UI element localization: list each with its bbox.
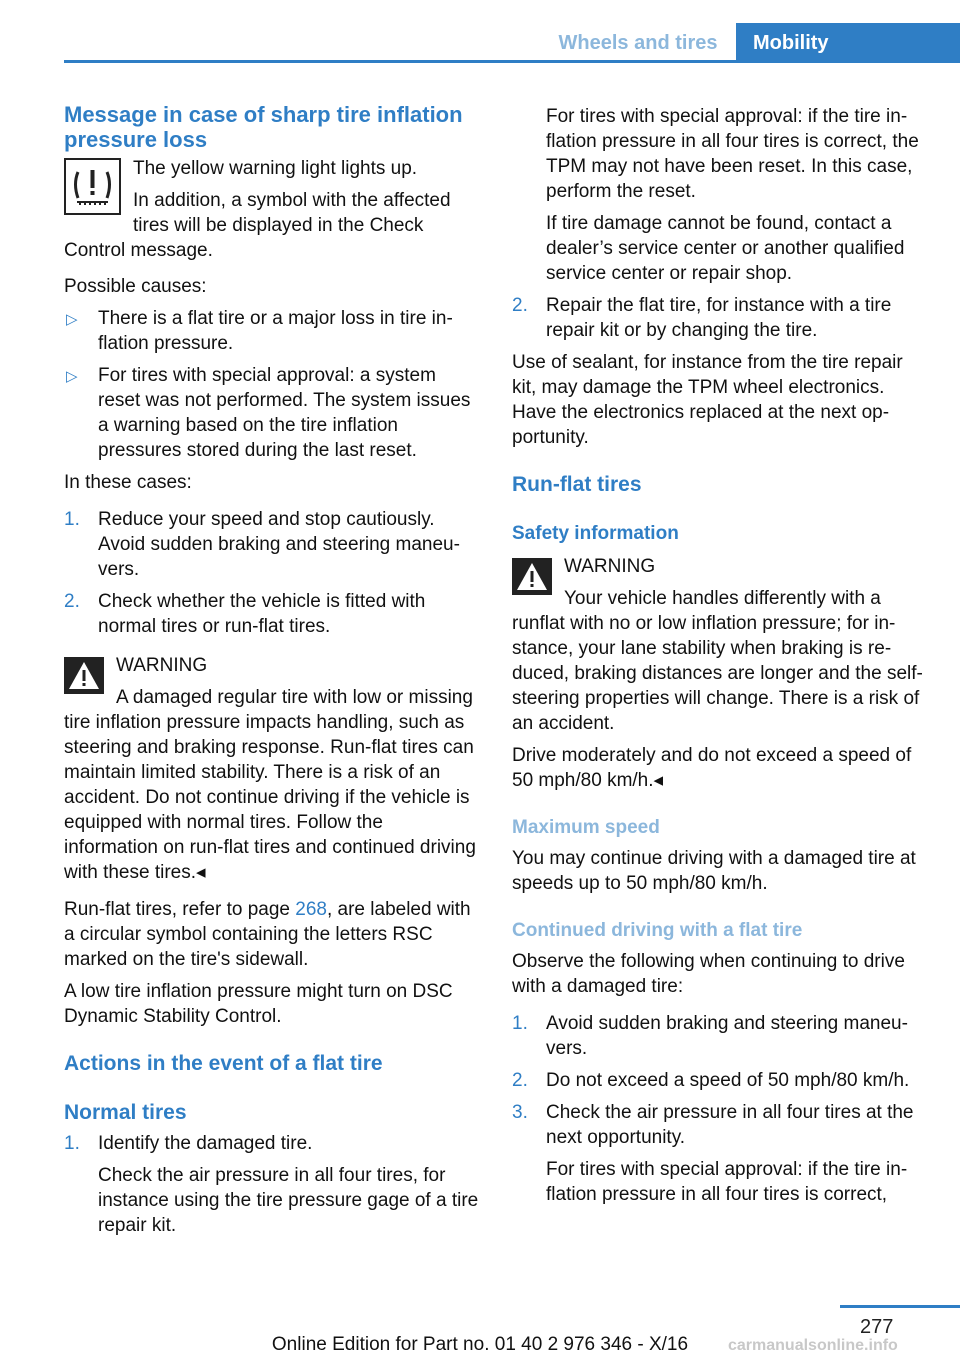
continued-text-1: For tires with special approval: if the tire inflation pressure in all four tires is correct, the TPM may not have been reset. In this case, perform the reset. — [546, 106, 919, 202]
list-item: 3. Check the air pressure in all four tires at the next opportunity. For tires with special approval: if the tire inflation pressure in all four tires is correct, — [512, 1102, 914, 1205]
drive-moderately-text: Drive moderately and do not exceed a speed of 50 mph/80 km/h.◂ — [512, 745, 912, 791]
runflat-text: Run-flat tires, refer to page 268, are labeled with a circular symbol containing the letters RSC marked on the tire's sidewall. — [64, 899, 471, 970]
warning-label: WARNING — [564, 556, 656, 577]
steps-list — [64, 507, 480, 639]
section-title-sharp-loss: Message in case of sharp tire inflation pressure loss — [64, 102, 463, 152]
continued-intro: Observe the following when continuing to drive with a damaged tire: — [512, 951, 905, 997]
header-rule — [64, 60, 960, 63]
list-item: 1. Avoid sudden braking and steering maneuvers. — [512, 1013, 908, 1059]
tire-pressure-warning-icon — [64, 158, 121, 215]
subsection-title-max-speed: Maximum speed — [512, 817, 660, 838]
list-item: 2. Check whether the vehicle is fitted with normal tires or run-flat tires. — [64, 591, 426, 637]
section-title-runflat: Run-flat tires — [512, 473, 642, 496]
subsection-title-continued: Continued driving with a flat tire — [512, 920, 803, 941]
edition-footer: Online Edition for Part no. 01 40 2 976 346 - X/16 — [271, 1334, 689, 1355]
warning-block — [512, 554, 932, 743]
list-item: ▷ There is a flat tire or a major loss in tire inflation pressure. — [66, 308, 453, 354]
max-speed-text: You may continue driving with a damaged tire at speeds up to 50 mph/80 km/h. — [512, 848, 916, 894]
watermark: carmanualsonline.info — [728, 1337, 898, 1354]
dsc-text: A low tire inflation pressure might turn on DSC Dynamic Stability Control. — [64, 981, 453, 1027]
continued-text-2: If tire damage cannot be found, contact a dealer’s service center or another qualified service center or repair shop. — [546, 213, 905, 284]
list-item: 2. Do not exceed a speed of 50 mph/80 km/h. — [512, 1070, 910, 1091]
list-item: 1. Reduce your speed and stop cautiously. Avoid sudden braking and steering maneuvers. — [64, 509, 460, 580]
tpm-warning-block — [64, 156, 480, 270]
running-header-tab: Mobility — [736, 23, 960, 63]
normal-steps-list — [64, 1131, 480, 1238]
left-column — [64, 102, 480, 1245]
right-column — [512, 104, 932, 1214]
warning-triangle-icon — [512, 558, 552, 595]
subsection-title-normal: Normal tires — [64, 1101, 187, 1124]
list-item: 2. Repair the flat tire, for instance with a tire repair kit or by changing the tire. — [512, 295, 892, 341]
page-number: 277 — [860, 1316, 894, 1338]
check-control-text: In addition, a symbol with the affected tires will be displayed in the Check Control message. — [64, 190, 451, 261]
list-item: ▷ For tires with special approval: a system reset was not performed. The system issues a warning based on the tire inflation pressures stored during the last reset. — [66, 365, 471, 461]
page-link[interactable]: 268 — [295, 899, 327, 920]
warning-triangle-icon — [64, 657, 104, 694]
warning-label: WARNING — [116, 655, 208, 676]
subsection-title-safety: Safety information — [512, 523, 679, 544]
continued-steps-list — [512, 1011, 932, 1207]
cases-intro: In these cases: — [64, 472, 192, 493]
warning-light-text: The yellow warning light lights up. — [133, 158, 418, 179]
repair-steps-list — [512, 293, 932, 343]
warning-text: A damaged regular tire with low or missing tire inflation pressure impacts handling, such as steering and braking response. Run-flat tires can maintain limited stability. There is a risk of an accident. Do not continue driving if the vehicle is equipped with normal tires. Follow the information on run-flat tires and continued driving with these tires.◂ — [64, 687, 476, 883]
causes-intro: Possible causes: — [64, 276, 207, 297]
warning-block — [64, 653, 480, 897]
sealant-text: Use of sealant, for instance from the tire repair kit, may damage the TPM wheel electronics. Have the electronics replaced at the next opportunity. — [512, 352, 903, 448]
running-header-section: Wheels and tires — [558, 32, 718, 54]
warning-text: Your vehicle handles differently with a runflat with no or low inflation pressure; for instance, your lane stability when braking is reduced, braking distances are longer and the self-steering properties will change. There is a risk of an accident. — [512, 588, 923, 734]
causes-list — [64, 306, 480, 463]
list-item: 1. Identify the damaged tire. Check the air pressure in all four tires, for instance using the tire pressure gage of a tire repair kit. — [64, 1133, 479, 1236]
section-title-actions: Actions in the event of a flat tire — [64, 1052, 383, 1075]
footer-rule — [840, 1305, 960, 1308]
